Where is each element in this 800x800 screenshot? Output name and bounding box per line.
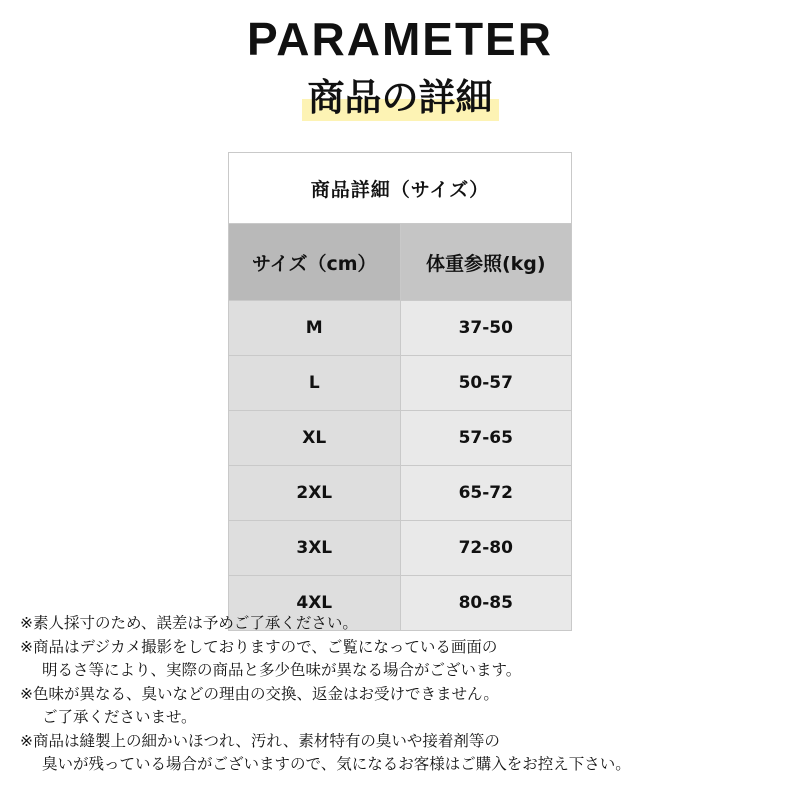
note-line: ※色味が異なる、臭いなどの理由の交換、返金はお受けできません。 [20, 684, 499, 703]
note-line: ※商品は縫製上の細かいほつれ、汚れ、素材特有の臭いや接着剤等の [20, 731, 500, 750]
cell-size: 4XL [229, 576, 401, 631]
cell-size: M [229, 301, 401, 356]
cell-weight: 80-85 [400, 576, 572, 631]
size-table [228, 152, 572, 631]
page-title-jp: 商品の詳細 [302, 75, 499, 121]
table-row [229, 521, 572, 576]
table-caption-row [229, 153, 572, 224]
page-title-en: PARAMETER [247, 13, 553, 65]
cell-weight: 57-65 [400, 411, 572, 466]
note-line: 臭いが残っている場合がございますので、気になるお客様はご購入をお控え下さい。 [42, 755, 631, 774]
cell-weight: 72-80 [400, 521, 572, 576]
column-header-size: サイズ（cm） [229, 224, 401, 301]
page-header [0, 0, 800, 121]
cell-size: XL [229, 411, 401, 466]
table-row [229, 356, 572, 411]
notes-section [20, 612, 786, 777]
cell-weight: 50-57 [400, 356, 572, 411]
note-line: 明るさ等により、実際の商品と多少色味が異なる場合がございます。 [42, 661, 522, 680]
cell-size: 2XL [229, 466, 401, 521]
table-caption: 商品詳細（サイズ） [229, 153, 572, 224]
table-row [229, 466, 572, 521]
table-row [229, 301, 572, 356]
table-row [229, 411, 572, 466]
cell-weight: 65-72 [400, 466, 572, 521]
note-line: ※素人採寸のため、誤差は予めご了承ください。 [20, 614, 358, 632]
note-line: ※商品はデジカメ撮影をしておりますので、ご覧になっている画面の [20, 637, 498, 656]
note-line: ご了承くださいませ。 [42, 708, 197, 727]
cell-weight: 37-50 [400, 301, 572, 356]
table-header-row [229, 224, 572, 301]
size-table-wrap [228, 152, 572, 631]
cell-size: L [229, 356, 401, 411]
column-header-weight: 体重参照(kg) [400, 224, 572, 301]
cell-size: 3XL [229, 521, 401, 576]
page-title-jp-wrap [0, 75, 800, 121]
